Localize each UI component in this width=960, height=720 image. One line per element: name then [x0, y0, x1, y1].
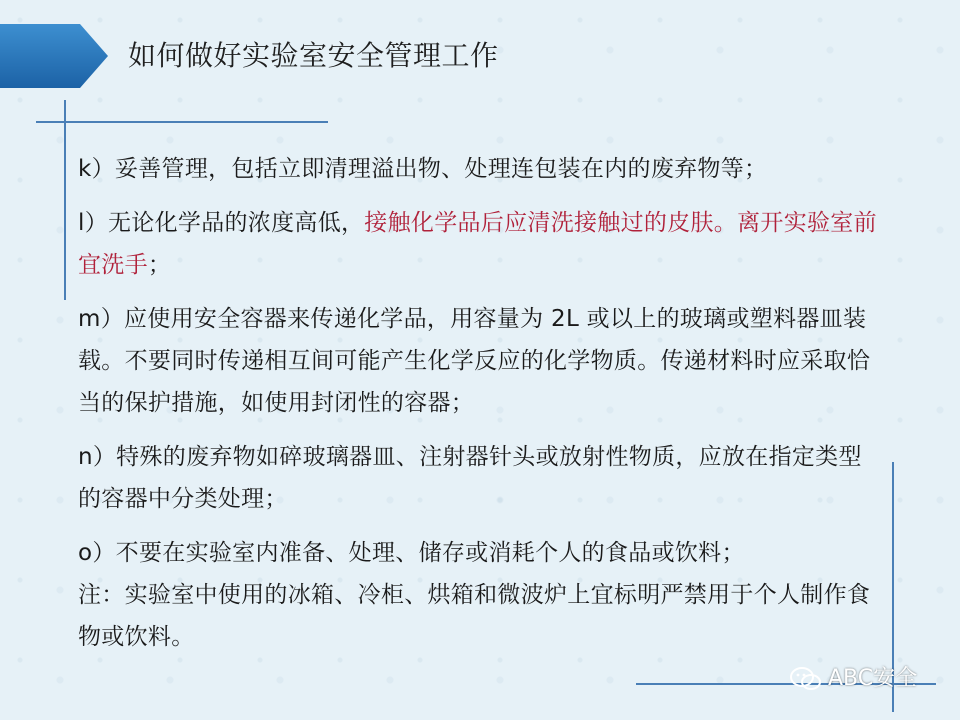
wechat-icon	[790, 666, 822, 692]
paragraph-n: n）特殊的废弃物如碎玻璃器皿、注射器针头或放射性物质，应放在指定类型的容器中分类处理；	[78, 444, 862, 512]
paragraph-m: m）应使用安全容器来传递化学品，用容量为 2L 或以上的玻璃或塑料器皿装载。不要同时传递相互间可能产生化学反应的化学物质。传递材料时应采取恰当的保护措施，如使用封闭性的容器；	[78, 306, 871, 416]
paragraph-l-prefix: l）无论化学品的浓度高低，	[78, 210, 365, 236]
watermark-text: ABC安全	[828, 666, 918, 691]
paragraph-o: o）不要在实验室内准备、处理、储存或消耗个人的食品或饮料；	[78, 540, 745, 566]
decorative-line-top-vertical	[64, 100, 66, 300]
paragraph-k: k）妥善管理，包括立即清理溢出物、处理连包装在内的废弃物等；	[78, 156, 768, 182]
paragraph-l-suffix: ；	[147, 252, 172, 278]
paragraph-l-highlight: 接触化学品后应清洗接触过的皮肤。离开实验室前宜洗手	[78, 210, 877, 278]
paragraph-l	[78, 202, 878, 286]
paragraph-note: 注：实验室中使用的冰箱、冷柜、烘箱和微波炉上宜标明严禁用于个人制作食物或饮料。	[78, 582, 871, 650]
slide-body	[78, 148, 878, 670]
title-accent-arrow	[0, 24, 108, 88]
decorative-line-top-horizontal	[36, 121, 328, 123]
slide-title: 如何做好实验室安全管理工作	[128, 39, 499, 72]
watermark	[790, 662, 917, 696]
